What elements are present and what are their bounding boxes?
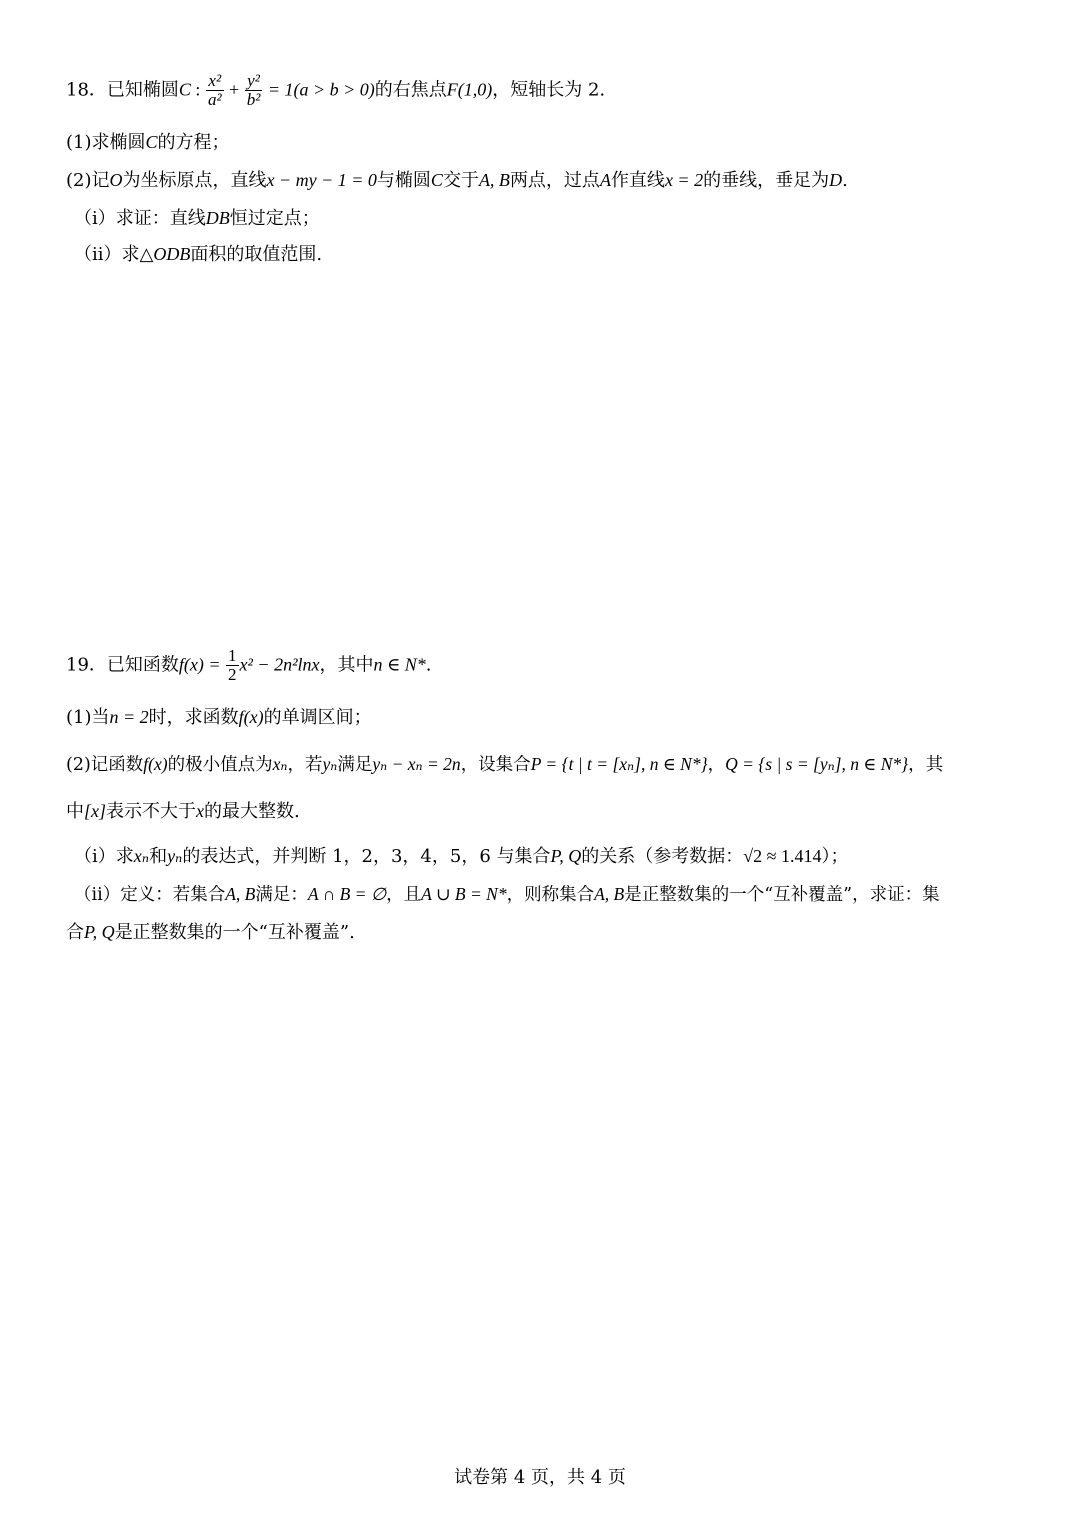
- fraction-y2-b2: $\frac{\text{y²}}{\text{b²}}$: [246, 71, 261, 109]
- q18-sub-i: （i）求证：直线DB恒过定点；: [74, 208, 320, 229]
- q18-sub-ii: （ii）求△ODB面积的取值范围.: [74, 244, 323, 265]
- q19-part2-line1: (2)记函数f(x)的极小值点为xₙ，若yₙ满足yₙ − xₙ = 2n，设集合P = {t | t = [xₙ], n ∈ N*}，Q = {s | s = [yₙ], n ∈ N*}，其: [66, 754, 944, 775]
- q18-stem: 18．已知椭圆C : $\frac{\text{x²}}{\text{a²}}$ + $\frac{\text{y²}}{\text{b²}}$ = 1(a > b > 0)的右焦点F(1,0)，短轴长为 2.: [66, 71, 606, 109]
- q18-part2: (2)记O为坐标原点，直线x − my − 1 = 0与椭圆C交于A, B两点，过点A作直线x = 2的垂线，垂足为D.: [66, 170, 848, 191]
- q19-number: 19．: [66, 654, 107, 676]
- q18-part1: (1)求椭圆C的方程；: [66, 132, 230, 153]
- q19-sub-i: （i）求xₙ和yₙ的表达式，并判断 1，2，3，4，5，6 与集合P, Q的关系（参考数据：√2 ≈ 1.414）；: [74, 846, 849, 867]
- q19-part1: (1)当n = 2时，求函数f(x)的单调区间；: [66, 707, 372, 728]
- q19-sub-ii-line1: （ii）定义：若集合A, B满足：A ∩ B = ∅，且A ∪ B = N*，则称集合A, B是正整数集的一个“互补覆盖”，求证：集: [74, 884, 940, 905]
- fraction-one-half: $\frac{1}{2}$: [228, 646, 237, 684]
- page-footer: 试卷第 4 页，共 4 页: [454, 1467, 626, 1488]
- q19-part2-line2: 中[x]表示不大于x的最大整数.: [66, 801, 300, 822]
- q19-sub-ii-line2: 合P, Q是正整数集的一个“互补覆盖”.: [66, 922, 355, 943]
- q19-stem: 19．已知函数f(x) = $\frac{1}{2}$ x² − 2n²lnx，其中n ∈ N*.: [66, 646, 432, 684]
- q18-number: 18．: [66, 79, 107, 101]
- fraction-x2-a2: $\frac{\text{x²}}{\text{a²}}$: [207, 71, 222, 109]
